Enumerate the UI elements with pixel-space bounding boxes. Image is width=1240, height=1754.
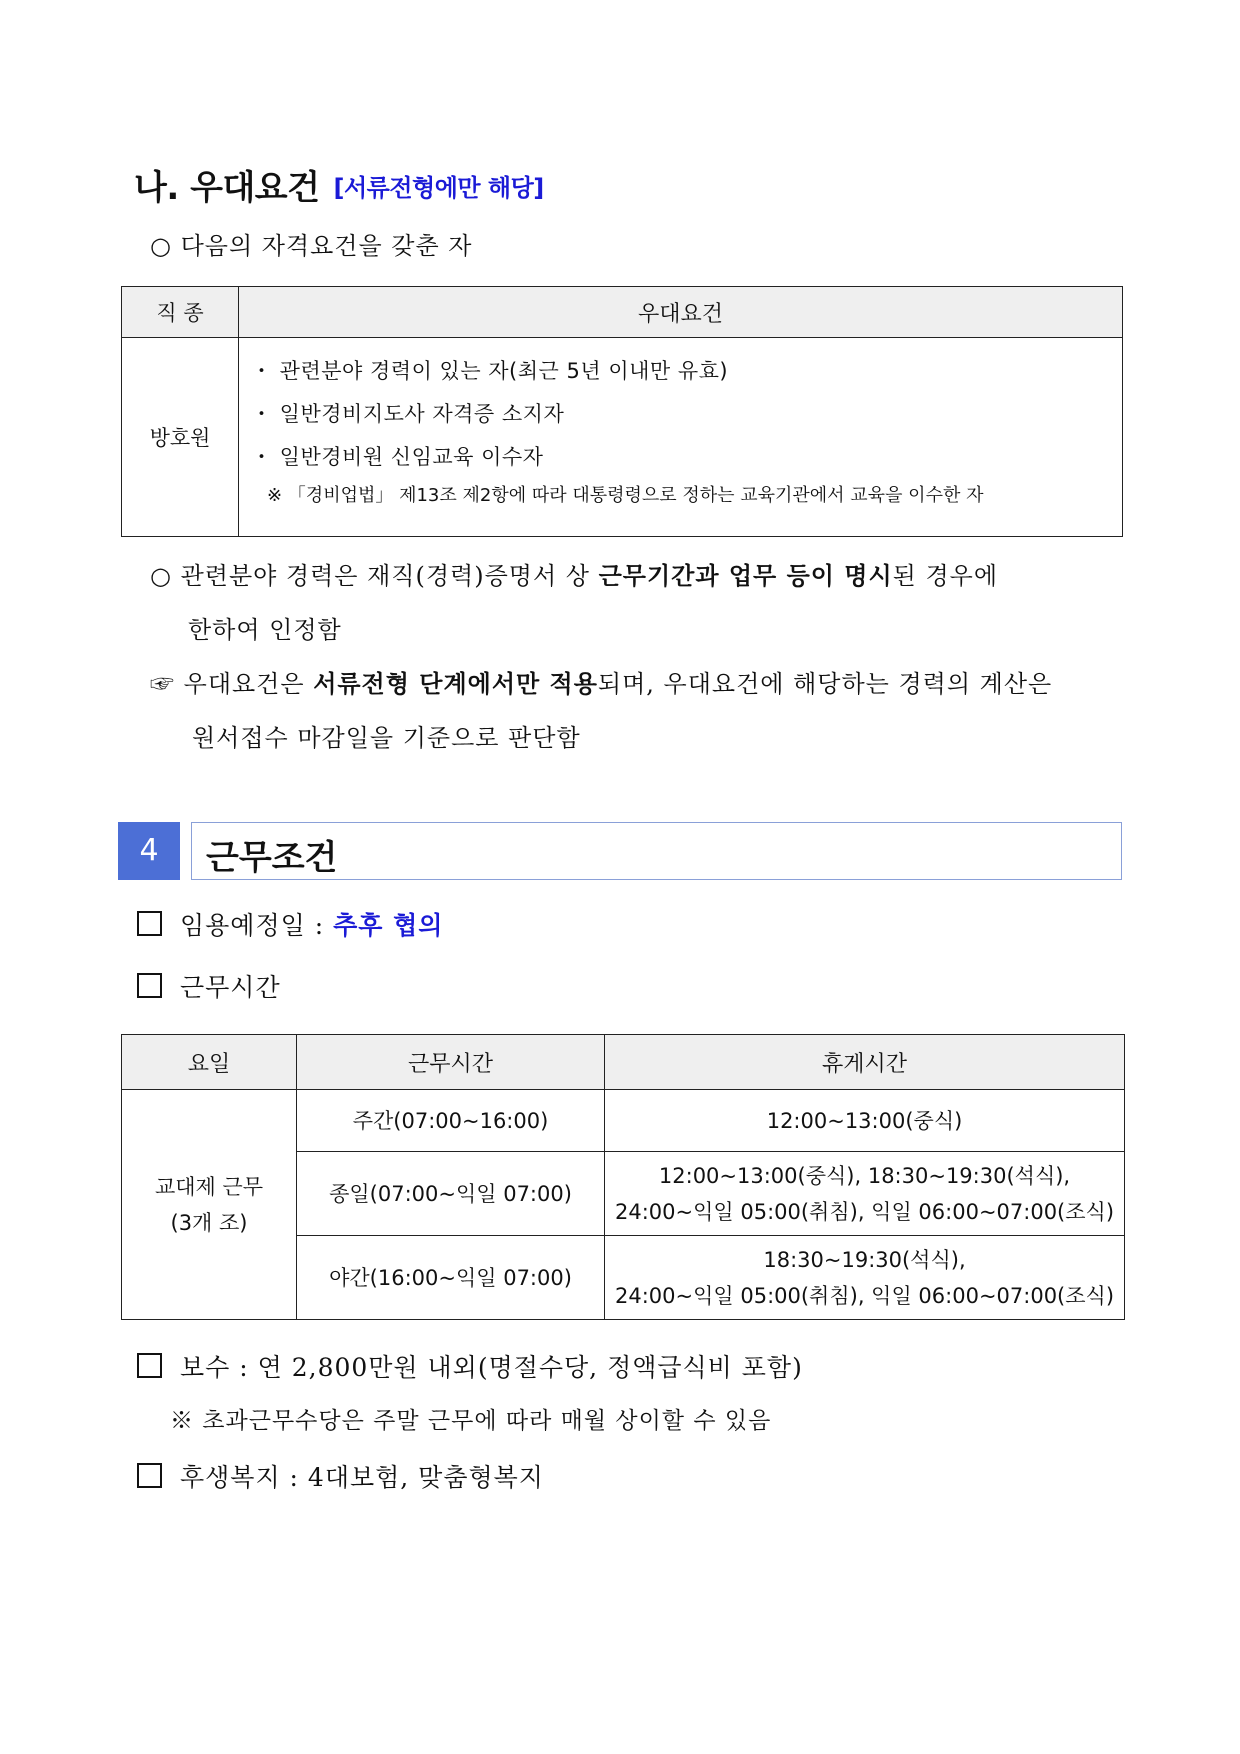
shift-group-sub: (3개 조) [170,1210,248,1235]
career-note-pre: ○ 관련분야 경력은 재직(경력)증명서 상 [150,562,599,590]
salary-line [137,1348,803,1384]
break-cell [605,1236,1125,1320]
checkbox-icon [137,911,162,936]
section-number-badge: 4 [118,822,180,880]
apply-note-line2: 원서접수 마감일을 기준으로 판단함 [192,724,581,752]
break-cell: 12:00~13:00(중식) [605,1090,1125,1152]
section-tag: [서류전형에만 해당] [333,174,544,202]
header-preference: 우대요건 [239,287,1123,338]
job-type-cell: 방호원 [122,338,239,537]
work-hours-label: 근무시간 [180,973,281,1002]
requirement-item: ・ 관련분야 경력이 있는 자(최근 5년 이내만 유효) [251,359,729,383]
work-hours-table [121,1034,1125,1320]
shift-group-cell [122,1090,297,1320]
requirement-item: ・ 일반경비지도사 자격증 소지자 [251,402,565,426]
section-title-text: 나. 우대요건 [134,168,320,208]
break-line: 24:00~익일 05:00(취침), 익일 06:00~07:00(조식) [614,1283,1115,1308]
career-note-line1 [150,556,998,591]
header-work-time: 근무시간 [297,1035,605,1090]
header-day: 요일 [122,1035,297,1090]
appointment-value: 추후 협의 [333,911,444,940]
career-note-bold: 근무기간과 업무 등이 명시 [598,562,893,590]
checkbox-icon [137,1353,162,1378]
appointment-label: 임용예정일 : [180,911,334,940]
section-title [134,160,544,209]
career-note-post: 된 경우에 [892,562,999,590]
break-line: 24:00~익일 05:00(취침), 익일 06:00~07:00(조식) [614,1199,1115,1224]
section-title-box [191,822,1122,880]
intro-line: ○ 다음의 자격요건을 갖춘 자 [150,232,473,260]
career-note-line2: 한하여 인정함 [188,616,342,644]
welfare-line [137,1458,544,1494]
requirement-note: ※ 「경비업법」 제13조 제2항에 따라 대통령령으로 정하는 교육기관에서 교육을 이수한 자 [267,485,984,506]
apply-note-line1 [150,664,1052,699]
apply-note-bold: 서류전형 단계에서만 적용 [313,670,598,698]
break-line: 18:30~19:30(석식), [763,1247,966,1272]
checkbox-icon [137,973,162,998]
work-hours-line [137,968,281,1004]
shift-group-label: 교대제 근무 [154,1174,264,1199]
welfare-text: 후생복지 : 4대보험, 맞춤형복지 [180,1463,544,1492]
apply-note-post: 되며, 우대요건에 해당하는 경력의 계산은 [597,670,1053,698]
appointment-line [137,906,443,942]
header-job-type: 직 종 [122,287,239,338]
table-row [122,1090,1125,1152]
section4-title: 근무조건 [206,838,338,878]
preference-table [121,286,1123,537]
shift-cell: 야간(16:00~익일 07:00) [297,1236,605,1320]
shift-cell: 종일(07:00~익일 07:00) [297,1152,605,1236]
break-line: 12:00~13:00(중식), 18:30~19:30(석식), [658,1163,1071,1188]
salary-text: 보수 : 연 2,800만원 내외(명절수당, 정액급식비 포함) [180,1353,803,1382]
apply-note-pre: ☞ 우대요건은 [150,670,314,698]
requirements-cell [239,338,1123,537]
header-break-time: 휴게시간 [605,1035,1125,1090]
shift-cell: 주간(07:00~16:00) [297,1090,605,1152]
checkbox-icon [137,1463,162,1488]
requirement-item: ・ 일반경비원 신임교육 이수자 [251,445,544,469]
break-cell [605,1152,1125,1236]
salary-note: ※ 초과근무수당은 주말 근무에 따라 매월 상이할 수 있음 [170,1408,772,1434]
